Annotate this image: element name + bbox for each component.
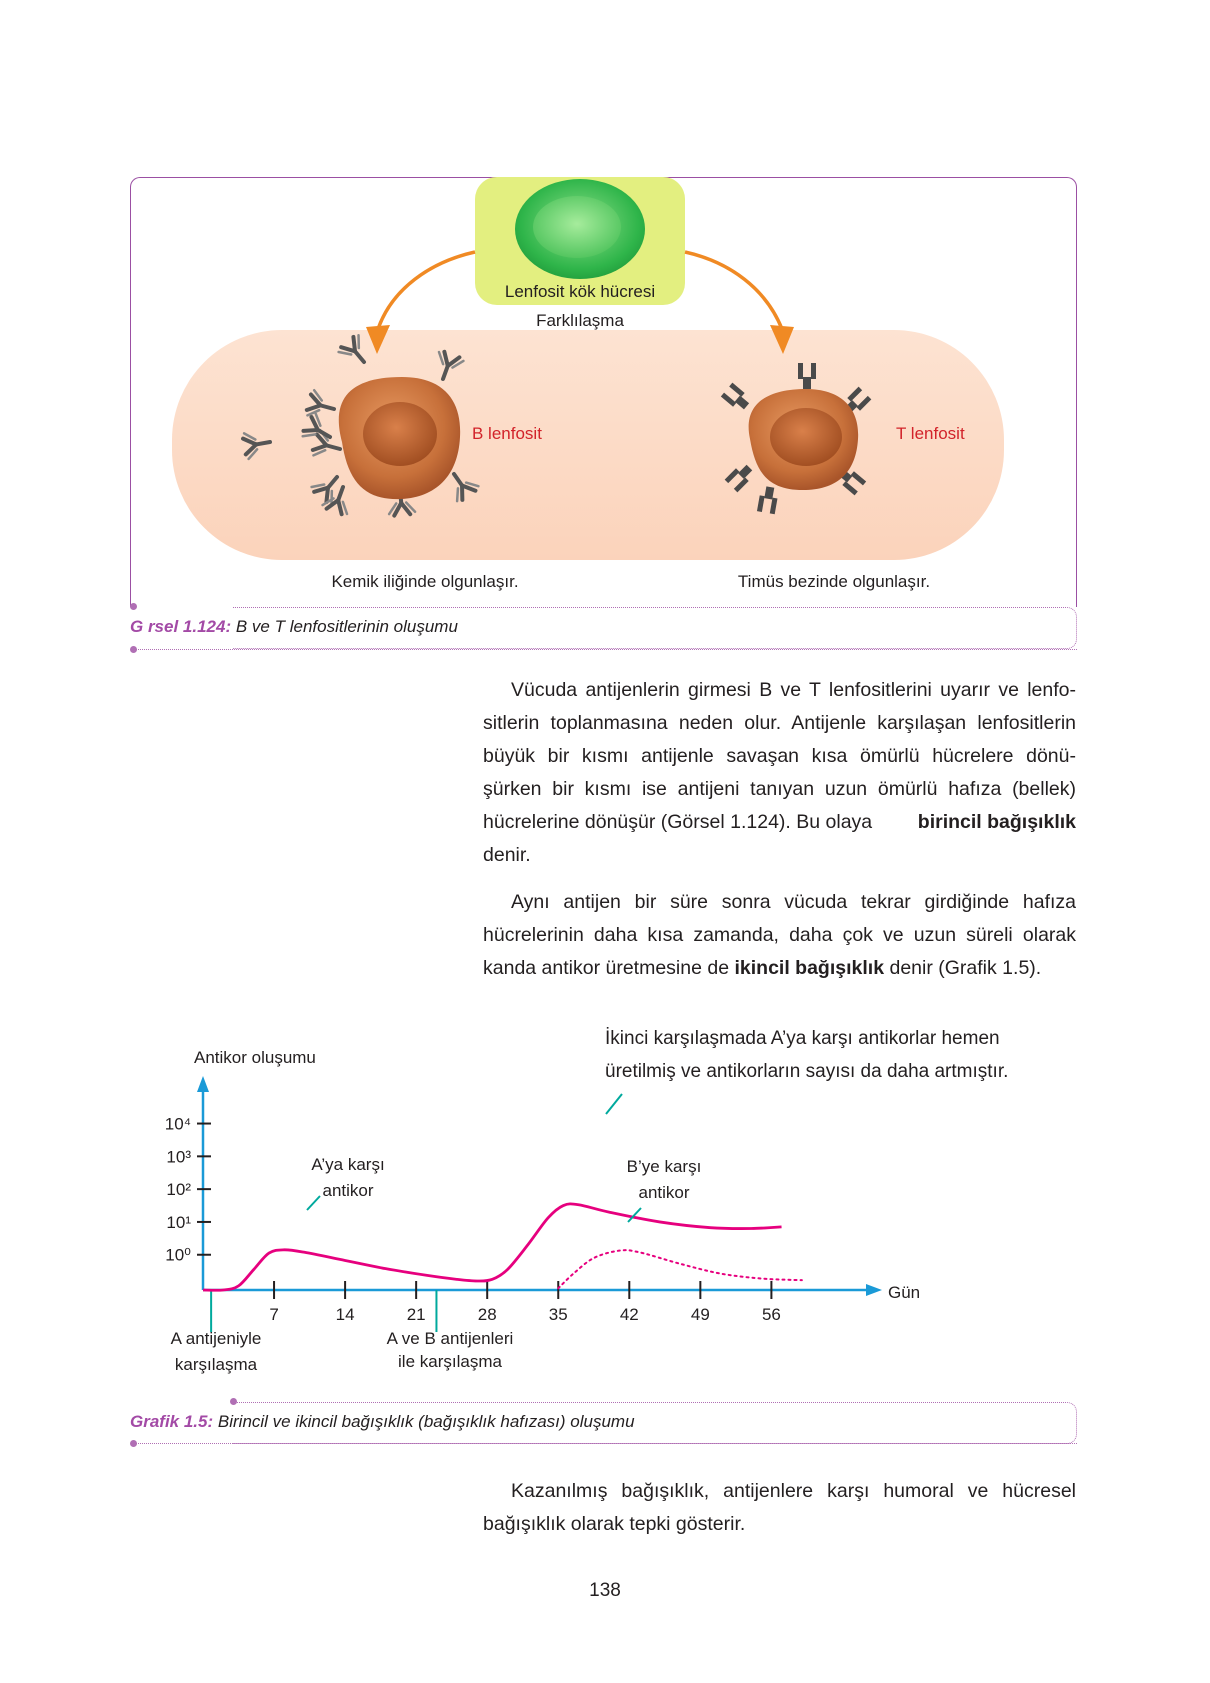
y-tick-label: 10² xyxy=(166,1180,191,1200)
a-antibody-annotation-line2: antikor xyxy=(322,1181,374,1200)
y-tick-label: 10¹ xyxy=(166,1212,191,1232)
b-maturation-label: Kemik iliğinde olgunlaşır. xyxy=(331,572,519,591)
paragraph-line: Kazanılmış bağışıklık, antijenlere karşı humoral ve hücresel xyxy=(511,1480,1076,1502)
paragraph-line: bağışıklık olarak tepki gösterir. xyxy=(483,1513,746,1535)
paragraph-line xyxy=(483,806,1076,839)
paragraph-line: Aynı antijen bir süre sonra vücuda tekrar girdiğinde hafıza xyxy=(511,891,1076,913)
x-tick-label: 7 xyxy=(269,1305,279,1324)
paragraph-line: şürken bir kısmı ise antijeni tanıyan uzun ömürlü hafıza (bellek) xyxy=(483,778,1076,800)
arrow-to-t-cell xyxy=(685,252,782,329)
caption-underline xyxy=(136,649,1077,650)
antibody-chart xyxy=(130,1010,1080,1380)
secondary-note-leader xyxy=(606,1094,622,1114)
stem-cell-nucleus xyxy=(533,196,621,258)
x-tick-label: 14 xyxy=(335,1305,355,1324)
lymphocyte-diagram xyxy=(130,177,1077,607)
bold-term-primary-immunity: birincil bağışıklık xyxy=(917,811,1076,833)
x-tick-label: 35 xyxy=(548,1305,568,1324)
paragraph-line: sitlerin toplanmasına neden olur. Antijenle karşılaşan lenfositlerin xyxy=(483,712,1076,734)
paragraph-1 xyxy=(483,674,1076,872)
caption-dot xyxy=(230,1398,237,1405)
page-number: 138 xyxy=(589,1580,621,1601)
x-tick-label: 49 xyxy=(690,1305,710,1324)
x-tick-label: 42 xyxy=(619,1305,639,1324)
y-axis-label: Antikor oluşumu xyxy=(194,1048,316,1067)
x-tick-label: 28 xyxy=(477,1305,497,1324)
caption-underline xyxy=(136,1443,1077,1444)
caption-dot xyxy=(130,603,137,610)
paragraph-3 xyxy=(483,1475,1076,1541)
arrow-to-b-cell xyxy=(378,252,475,329)
x-axis-arrow xyxy=(866,1284,882,1296)
secondary-note-line2: üretilmiş ve antikorların sayısı da daha artmıştır. xyxy=(605,1061,1009,1082)
figure-caption xyxy=(130,617,458,637)
secondary-note-line1: İkinci karşılaşmada A’ya karşı antikorlar hemen xyxy=(605,1028,1000,1049)
b-antibody-annotation-line1: B’ye karşı xyxy=(626,1157,702,1176)
y-tick-label: 10⁰ xyxy=(165,1245,191,1265)
a-encounter-line2: karşılaşma xyxy=(174,1355,258,1374)
chart-labels xyxy=(171,1028,1009,1374)
t-cell-label: T lenfosit xyxy=(896,424,965,443)
y-tick-label: 10³ xyxy=(166,1147,191,1167)
a-antibody-curve xyxy=(203,1204,782,1290)
paragraph-text: denir (Grafik 1.5). xyxy=(884,957,1042,979)
chart-series xyxy=(203,1204,802,1290)
a-antibody-annotation-line1: A’ya karşı xyxy=(311,1155,385,1174)
stem-cell-label: Lenfosit kök hücresi xyxy=(504,282,656,301)
paragraph-line: denir. xyxy=(483,844,531,866)
paragraph-line: hücrelerinin daha kısa zamanda, daha çok ve uzun süreli olarak xyxy=(483,924,1076,946)
chart-caption xyxy=(130,1412,635,1432)
ab-encounter-line1: A ve B antijenleri xyxy=(386,1329,514,1348)
x-tick-label: 21 xyxy=(406,1305,426,1324)
background-panel xyxy=(172,330,1004,560)
x-axis-label: Gün xyxy=(888,1283,921,1302)
t-maturation-label: Timüs bezinde olgunlaşır. xyxy=(737,572,931,591)
paragraph-line xyxy=(483,952,1076,985)
differentiation-label: Farklılaşma xyxy=(536,311,624,330)
figure-caption-label: G rsel 1.124: xyxy=(130,617,232,636)
b-antibody-curve xyxy=(558,1250,802,1288)
b-antibody-annotation-line2: antikor xyxy=(638,1183,690,1202)
figure-caption-text: B ve T lenfositlerinin oluşumu xyxy=(235,617,458,636)
paragraph-2 xyxy=(483,886,1076,985)
chart-axes xyxy=(165,1076,882,1332)
a-encounter-line1: A antijeniyle xyxy=(170,1329,262,1348)
bold-term-secondary-immunity: ikincil bağışıklık xyxy=(734,957,885,979)
paragraph-line: Vücuda antijenlerin girmesi B ve T lenfositlerini uyarır ve lenfo- xyxy=(511,679,1076,701)
paragraph-text: hücrelerine dönüşür (Görsel 1.124). Bu olaya xyxy=(483,811,873,833)
paragraph-text: kanda antikor üretmesine de xyxy=(483,957,735,979)
chart-caption-text: Birincil ve ikincil bağışıklık (bağışıklık hafızası) oluşumu xyxy=(217,1412,635,1431)
b-antibody-leader xyxy=(628,1208,641,1222)
x-tick-label: 56 xyxy=(761,1305,781,1324)
y-tick-label: 10⁴ xyxy=(164,1114,191,1134)
y-axis-arrow xyxy=(197,1076,209,1092)
a-antibody-leader xyxy=(307,1196,320,1210)
b-cell-label: B lenfosit xyxy=(472,424,542,443)
paragraph-line: büyük bir kısmı antijenle savaşan kısa ömürlü hücrelere dönü- xyxy=(483,745,1076,767)
ab-encounter-line2: ile karşılaşma xyxy=(398,1352,502,1371)
chart-caption-label: Grafik 1.5: xyxy=(130,1412,214,1431)
